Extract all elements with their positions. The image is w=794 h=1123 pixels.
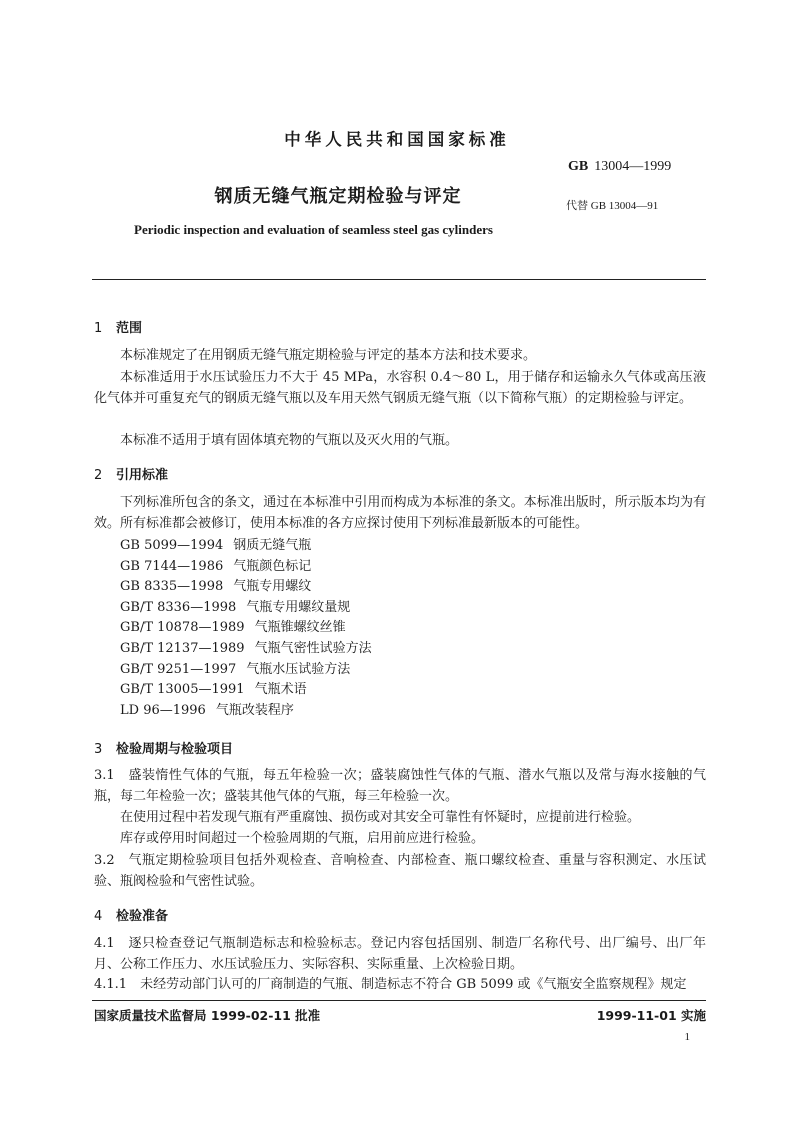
paragraph: 本标准适用于水压试验压力不大于 45 MPa，水容积 0.4～80 L，用于储存和运输永久气体或高压液化气体并可重复充气的钢质无缝气瓶以及车用天然气钢质无缝气瓶（以下简称气瓶）的定期检验与评定。	[94, 370, 706, 406]
standard-prefix: GB	[568, 159, 589, 174]
reference-code: GB/T 9251—1997	[120, 661, 237, 677]
section-title: 范围	[116, 321, 143, 336]
reference-code: GB/T 10878—1989	[120, 620, 245, 636]
reference-item	[120, 680, 372, 701]
reference-title: 气瓶改装程序	[215, 702, 294, 718]
reference-code: GB/T 13005—1991	[120, 682, 245, 698]
section-1-heading	[94, 317, 142, 336]
paragraph: 在使用过程中若发现气瓶有严重腐蚀、损伤或对其安全可靠性有怀疑时，应提前进行检验。	[120, 810, 641, 825]
reference-item	[120, 557, 372, 578]
document-title-en: Periodic inspection and evaluation of seamless steel gas cylinders	[134, 222, 493, 237]
reference-item	[120, 598, 372, 619]
standard-header: 中华人民共和国国家标准	[284, 130, 510, 149]
page-number: 1	[684, 1031, 690, 1043]
paragraph: 本标准规定了在用钢质无缝气瓶定期检验与评定的基本方法和技术要求。	[120, 348, 537, 363]
reference-item	[120, 618, 372, 639]
reference-item	[120, 701, 372, 722]
reference-item	[120, 577, 372, 598]
section-number: 1	[94, 321, 103, 336]
replaces-note: 代替 GB 13004—91	[566, 200, 659, 212]
section-3-heading	[94, 738, 233, 757]
section-title: 检验周期与检验项目	[116, 742, 234, 757]
reference-title: 钢质无缝气瓶	[233, 538, 312, 553]
clause-3-1: 3.1 盛装惰性气体的气瓶，每五年检验一次；盛装腐蚀性气体的气瓶、潜水气瓶以及常与海水接触的气瓶，每二年检验一次；盛装其他气体的气瓶，每三年检验一次。	[94, 768, 706, 804]
section-number: 2	[94, 468, 103, 483]
section-title: 检验准备	[116, 909, 169, 924]
reference-item	[120, 536, 372, 557]
document-title-cn: 钢质无缝气瓶定期检验与评定	[214, 186, 462, 207]
reference-code: GB 8335—1998	[120, 579, 224, 595]
effective-date: 1999-11-01 实施	[596, 1008, 706, 1023]
reference-code: GB/T 8336—1998	[120, 599, 237, 615]
section-title: 引用标准	[116, 468, 169, 483]
paragraph: 本标准不适用于填有固体填充物的气瓶以及灭火用的气瓶。	[120, 433, 459, 448]
reference-title: 气瓶锥螺纹丝锥	[254, 620, 346, 636]
reference-code: GB/T 12137—1989	[120, 640, 245, 656]
reference-code: LD 96—1996	[120, 702, 206, 718]
standard-number	[568, 159, 671, 175]
standard-code: 13004—1999	[594, 159, 672, 174]
reference-title: 气瓶水压试验方法	[246, 661, 351, 677]
reference-title: 气瓶气密性试验方法	[254, 640, 372, 656]
clause-3-2: 3.2 气瓶定期检验项目包括外观检查、音响检查、内部检查、瓶口螺纹检查、重量与容积测定、水压试验、瓶阀检验和气密性试验。	[94, 853, 706, 889]
header-divider	[92, 279, 706, 280]
approval-line: 国家质量技术监督局 1999-02-11 批准	[94, 1008, 321, 1023]
reference-code: GB 7144—1986	[120, 558, 224, 574]
paragraph: 库存或停用时间超过一个检验周期的气瓶，启用前应进行检验。	[120, 831, 485, 846]
reference-title: 气瓶术语	[254, 682, 307, 698]
clause-4-1: 4.1 逐只检查登记气瓶制造标志和检验标志。登记内容包括国别、制造厂名称代号、出厂编号、出厂年月、公称工作压力、水压试验压力、实际容积、实际重量、上次检验日期。	[94, 936, 706, 972]
reference-title: 气瓶专用螺纹量规	[246, 599, 351, 615]
section-number: 3	[94, 742, 103, 757]
paragraph: 下列标准所包含的条文，通过在本标准中引用而构成为本标准的条文。本标准出版时，所示版本均为有效。所有标准都会被修订，使用本标准的各方应探讨使用下列标准最新版本的可能性。	[94, 495, 706, 531]
clause-4-1-1: 4.1.1 未经劳动部门认可的厂商制造的气瓶、制造标志不符合 GB 5099 或《气瓶安全监察规程》规定	[94, 977, 687, 992]
footer-divider	[92, 1000, 706, 1001]
reference-title: 气瓶颜色标记	[233, 558, 312, 574]
reference-list	[120, 536, 372, 721]
section-number: 4	[94, 909, 103, 924]
reference-title: 气瓶专用螺纹	[233, 579, 312, 595]
reference-item	[120, 639, 372, 660]
section-4-heading	[94, 905, 168, 924]
section-2-heading	[94, 464, 168, 483]
reference-code: GB 5099—1994	[120, 538, 224, 553]
reference-item	[120, 660, 372, 681]
